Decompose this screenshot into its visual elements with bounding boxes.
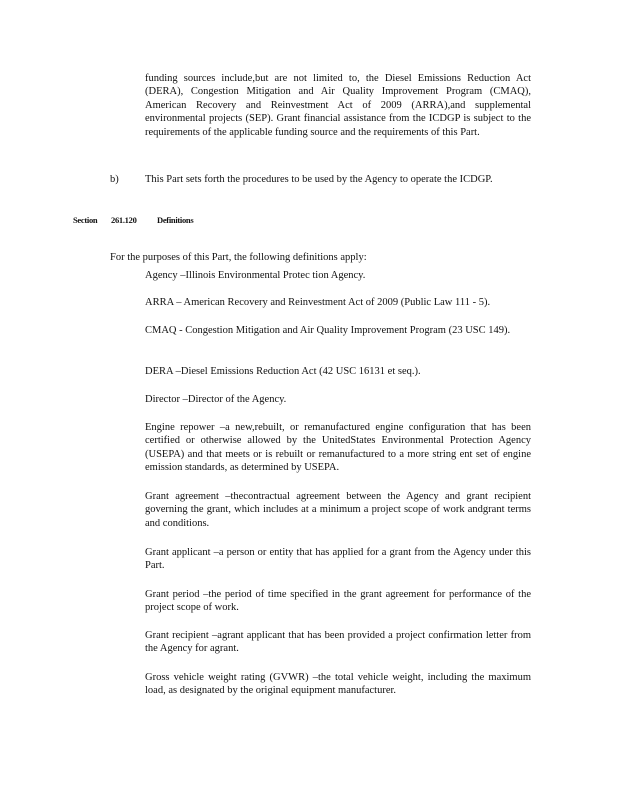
definition-agency: Agency –Illinois Environmental Protec tion Agency. bbox=[145, 270, 366, 281]
definitions-intro: For the purposes of this Part, the following definitions apply: bbox=[110, 251, 367, 263]
definition-grant-applicant: Grant applicant –a person or entity that has applied for a grant from the Agency under this Part. bbox=[145, 547, 531, 572]
definition-director: Director –Director of the Agency. bbox=[145, 394, 287, 405]
list-label-b: b) bbox=[110, 174, 119, 185]
definition-arra: ARRA – American Recovery and Reinvestment Act of 2009 (Public Law 111 - 5). bbox=[145, 297, 491, 308]
section-title: Definitions bbox=[157, 215, 194, 225]
definition-cmaq: CMAQ - Congestion Mitigation and Air Quality Improvement Program (23 USC 149). bbox=[145, 325, 511, 336]
definition-grant-recipient: Grant recipient –agrant applicant that has been provided a project confirmation letter from the Agency for agrant. bbox=[145, 630, 531, 655]
paragraph-funding-sources: funding sources include,but are not limited to, the Diesel Emissions Reduction Act (DERA), Congestion Mitigation and Air Quality Improvement Program (CMAQ), American Recovery and Reinvestment Act of 2009 (ARRA),and supplemental environmental projects (SEP). Grant financial assistance from the ICDGP is subject to the requirements of the applicable funding source and the requirements of this Part. bbox=[145, 73, 531, 138]
definition-engine-repower: Engine repower –a new,rebuilt, or remanufactured engine configuration that has been certified or otherwise allowed by the UnitedStates Environmental Protection Agency (USEPA) and that meets or is rebuilt or remanufactured to a more string ent set of engine emission standards, as determined by USEPA. bbox=[145, 422, 531, 474]
paragraph-b: This Part sets forth the procedures to be used by the Agency to operate the ICDGP. bbox=[145, 174, 493, 185]
definition-grant-agreement: Grant agreement –thecontractual agreement between the Agency and grant recipient governing the grant, which includes at a minimum a project scope of work andgrant terms and conditions. bbox=[145, 491, 531, 529]
definition-dera: DERA –Diesel Emissions Reduction Act (42 USC 16131 et seq.). bbox=[145, 366, 421, 377]
definition-gvwr: Gross vehicle weight rating (GVWR) –the total vehicle weight, including the maximum load, as designated by the original equipment manufacturer. bbox=[145, 672, 531, 697]
section-number: 261.120 bbox=[111, 215, 137, 225]
section-label: Section bbox=[73, 215, 98, 225]
definition-grant-period: Grant period –the period of time specified in the grant agreement for performance of the project scope of work. bbox=[145, 589, 531, 614]
